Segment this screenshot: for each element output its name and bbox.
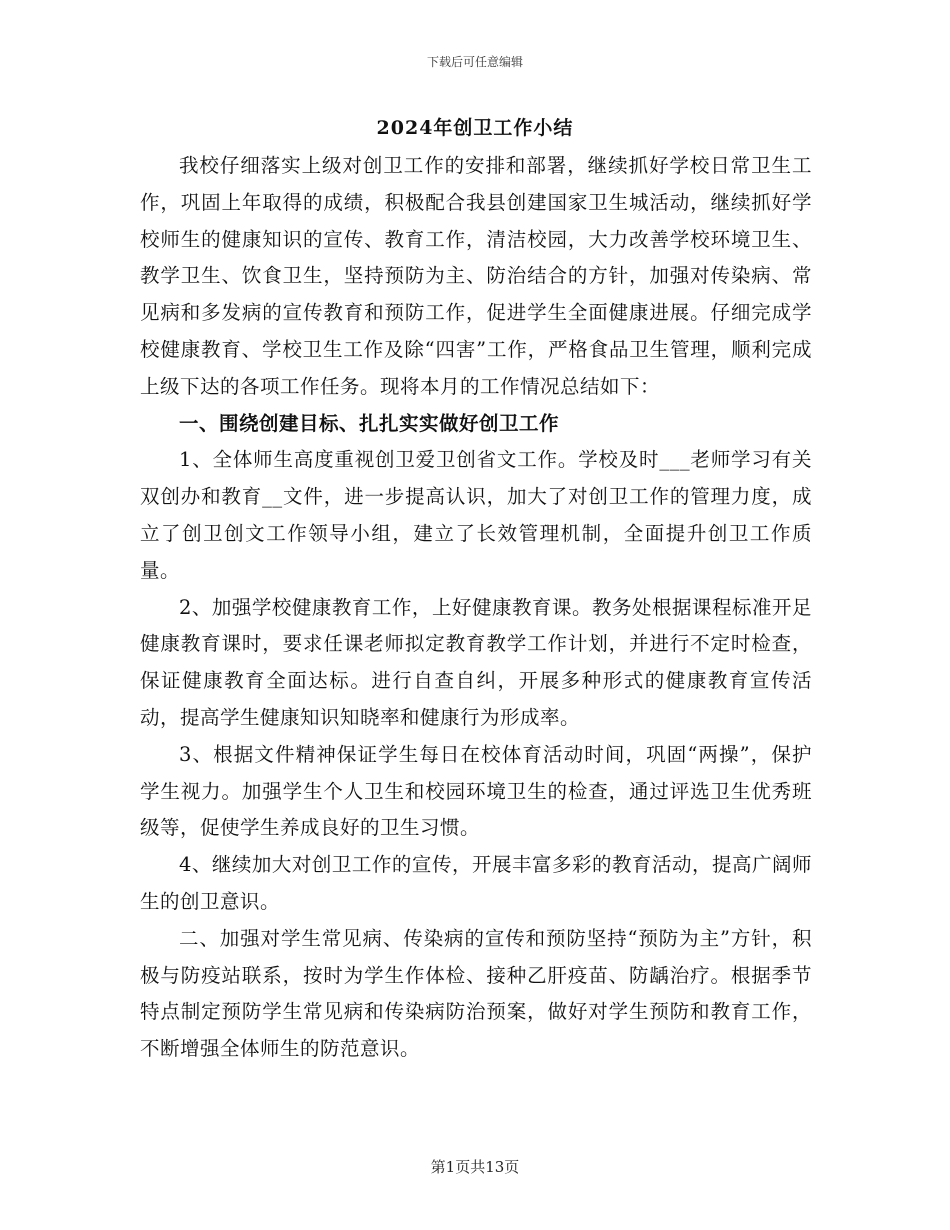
document-body <box>140 148 812 1068</box>
paragraph-item-3: 3、根据文件精神保证学生每日在校体育活动时间，巩固“两操”，保护学生视力。加强学生个人卫生和校园环境卫生的检查，通过评选卫生优秀班级等，促使学生养成良好的卫生习惯。 <box>140 742 812 840</box>
header-note: 下载后可任意编辑 <box>426 55 523 69</box>
paragraph-item-4: 4、继续加大对创卫工作的宣传，开展丰富多彩的教育活动，提高广阔师生的创卫意识。 <box>140 853 812 913</box>
document-title: 2024年创卫工作小结 <box>376 117 574 139</box>
page-number: 第1页共13页 <box>430 1158 520 1176</box>
paragraph-intro: 我校仔细落实上级对创卫工作的安排和部署，继续抓好学校日常卫生工作，巩固上年取得的成绩，积极配合我县创建国家卫生城活动，继续抓好学校师生的健康知识的宣传、教育工作，清洁校园，大力改善学校环境卫生、教学卫生、饮食卫生，坚持预防为主、防治结合的方针，加强对传染病、常见病和多发病的宣传教育和预防工作，促进学生全面健康进展。仔细完成学校健康教育、学校卫生工作及除“四害”工作，严格食品卫生管理，顺利完成上级下达的各项工作任务。现将本月的工作情况总结如下： <box>140 154 812 398</box>
section-heading-1: 一、围绕创建目标、扎扎实实做好创卫工作 <box>179 411 560 435</box>
paragraph-item-1: 1、全体师生高度重视创卫爱卫创省文工作。学校及时___老师学习有关双创办和教育__文件，进一步提高认识，加大了对创卫工作的管理力度，成立了创卫创文工作领导小组，建立了长效管理机制，全面提升创卫工作质量。 <box>140 448 812 582</box>
paragraph-section-2: 二、加强对学生常见病、传染病的宣传和预防坚持“预防为主”方针，积极与防疫站联系，按时为学生作体检、接种乙肝疫苗、防龋治疗。根据季节特点制定预防学生常见病和传染病防治预案，做好对学生预防和教育工作，不断增强全体师生的防范意识。 <box>140 926 812 1061</box>
paragraph-item-2: 2、加强学校健康教育工作，上好健康教育课。教务处根据课程标准开足健康教育课时，要求任课老师拟定教育教学工作计划，并进行不定时检查，保证健康教育全面达标。进行自查自纠，开展多种形式的健康教育宣传活动，提高学生健康知识知晓率和健康行为形成率。 <box>140 595 812 729</box>
